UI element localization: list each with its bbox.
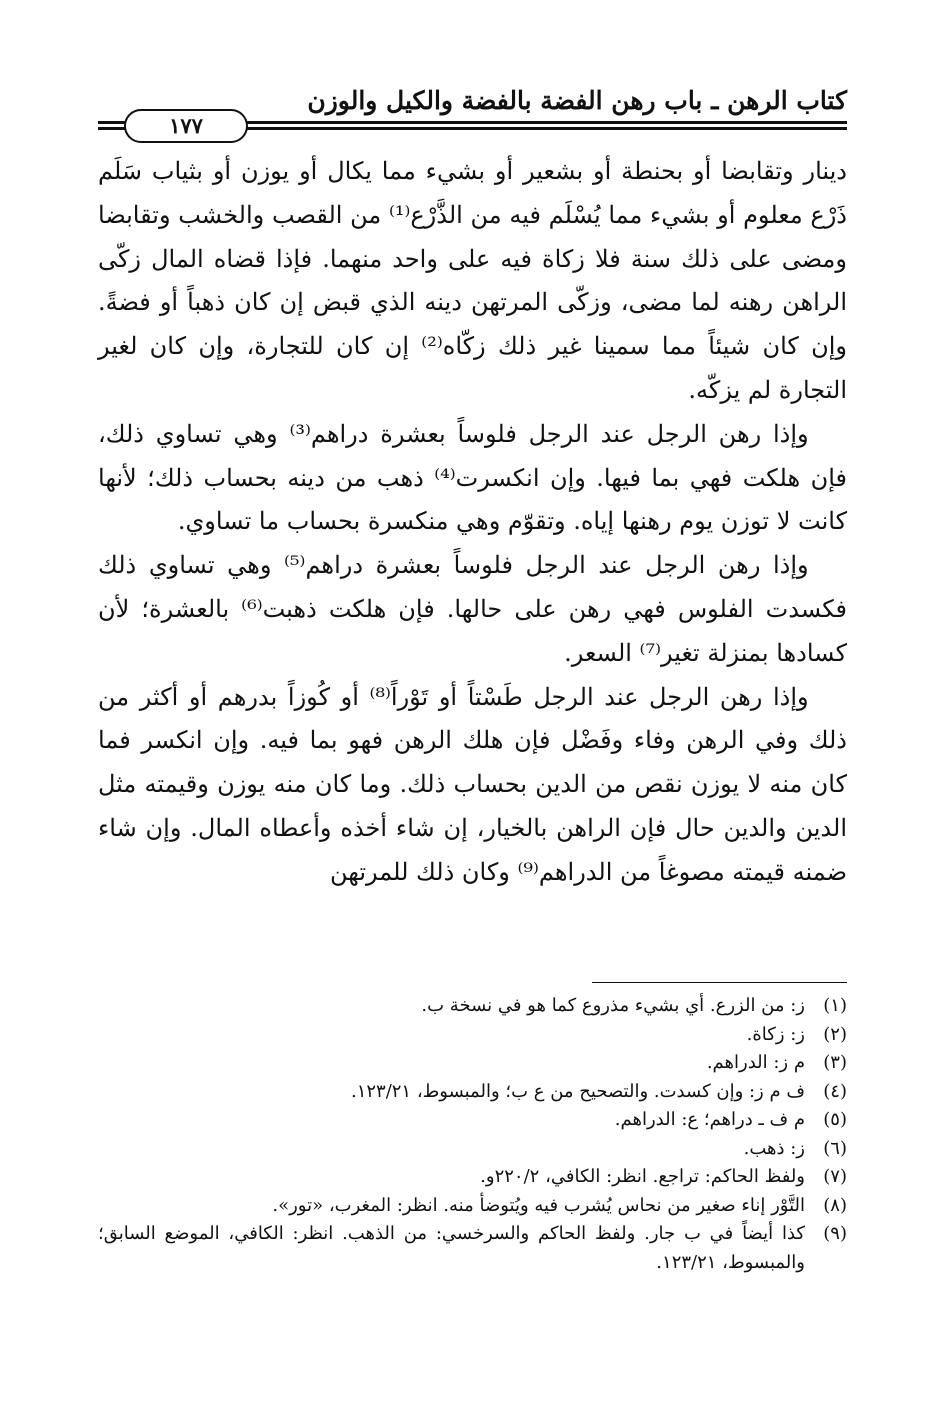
paragraph: دينار وتقابضا أو بحنطة أو بشعير أو بشيء مما يكال أو يوزن أو بثياب سَلَم ذَرْع معلوم أو بشيء مما يُسْلَم فيه من الذَّرْع⁽¹⁾ من القصب والخشب وتقابضا ومضى على ذلك سنة فلا زكاة فيه على واحد منهما. فإذا قضاه المال زكّى الراهن رهنه لما مضى، وزكّى المرتهن دينه الذي قبض إن كان ذهباً أو فضةً. وإن كان شيئاً مما سمينا غير ذلك زكّاه⁽²⁾ إن كان للتجارة، وإن كان لغير التجارة لم يزكّه. (98, 157, 848, 404)
paragraph: وإذا رهن الرجل عند الرجل فلوساً بعشرة دراهم⁽³⁾ وهي تساوي ذلك، فإن هلكت فهي بما فيها. وإن انكسرت⁽⁴⁾ ذهب من دينه بحساب ذلك؛ لأنها كانت لا توزن يوم رهنها إياه. وتقوّم وهي منكسرة بحساب ما تساوي. (98, 419, 847, 536)
paragraph: وإذا رهن الرجل عند الرجل طَسْتاً أو تَوْراً⁽⁸⁾ أو كُوزاً بدرهم أو أكثر من ذلك وفي الرهن وفاء وفَضْل فإن هلك الرهن فهو بما فيه. وإن انكسر فما كان منه لا يوزن نقص من الدين بحساب ذلك. وما كان منه يوزن وقيمته مثل الدين والدين حال فإن الراهن بالخيار، إن شاء أخذه وأعطاه المال. وإن شاء ضمنه قيمته مصوغاً من الدراهم⁽⁹⁾ وكان ذلك للمرتهن (98, 682, 847, 886)
footnote-text: م ف ـ دراهم؛ ع: الدراهم. (614, 1109, 805, 1130)
footnote-item (98, 992, 847, 1021)
footnote-divider (592, 982, 847, 983)
footnote-number: (٩) (823, 1223, 847, 1244)
footnote-item (98, 1135, 847, 1164)
footnote-number: (١) (823, 995, 847, 1016)
footnote-number: (٢) (823, 1023, 847, 1045)
footnote-item (98, 1049, 847, 1078)
footnote-item (98, 1106, 847, 1135)
footnote-text: ولفظ الحاكم: تراجع. انظر: الكافي، ٢٢٠/٢و. (480, 1166, 805, 1187)
footnote-text: ز: ذهب. (743, 1137, 805, 1159)
page-number: ١٧٧ (124, 109, 248, 143)
footnote-text: كذا أيضاً في ب جار. ولفظ الحاكم والسرخسي: من الذهب. انظر: الكافي، الموضع السابق؛ والمبسوط، ١٢٣/٢١. (98, 1223, 805, 1273)
footnote-item (98, 1021, 847, 1050)
paragraph: وإذا رهن الرجل عند الرجل فلوساً بعشرة دراهم⁽⁵⁾ وهي تساوي ذلك فكسدت الفلوس فهي رهن على حالها. فإن هلكت ذهبت⁽⁶⁾ بالعشرة؛ لأن كسادها بمنزلة تغير⁽⁷⁾ السعر. (98, 551, 847, 667)
footnote-number: (٣) (823, 1052, 847, 1073)
page-header (98, 84, 847, 138)
footnote-text: التَّوْر إناء صغير من نحاس يُشرب فيه ويُتوضأ منه. انظر: المغرب، «تور». (272, 1194, 805, 1216)
running-title: كتاب الرهن ـ باب رهن الفضة بالفضة والكيل والوزن (307, 86, 847, 115)
footnote-number: (٦) (823, 1137, 847, 1159)
main-text (98, 150, 847, 895)
footnote-item (98, 1220, 847, 1277)
footnote-item (98, 1078, 847, 1107)
footnote-item (98, 1192, 847, 1221)
footnote-text: م ز: الدراهم. (706, 1052, 805, 1073)
footnote-text: ز: من الزرع. أي بشيء مذروع كما هو في نسخة ب. (421, 995, 805, 1016)
footnote-item (98, 1163, 847, 1192)
footnote-number: (٨) (823, 1194, 847, 1216)
footnote-number: (٧) (823, 1166, 847, 1187)
footnote-text: ف م ز: وإن كسدت. والتصحيح من ع ب؛ والمبسوط، ١٢٣/٢١. (350, 1080, 805, 1102)
footnotes-list (98, 992, 847, 1277)
footnote-number: (٥) (823, 1109, 847, 1130)
footnote-number: (٤) (823, 1080, 847, 1102)
footnote-text: ز: زكاة. (746, 1023, 805, 1045)
